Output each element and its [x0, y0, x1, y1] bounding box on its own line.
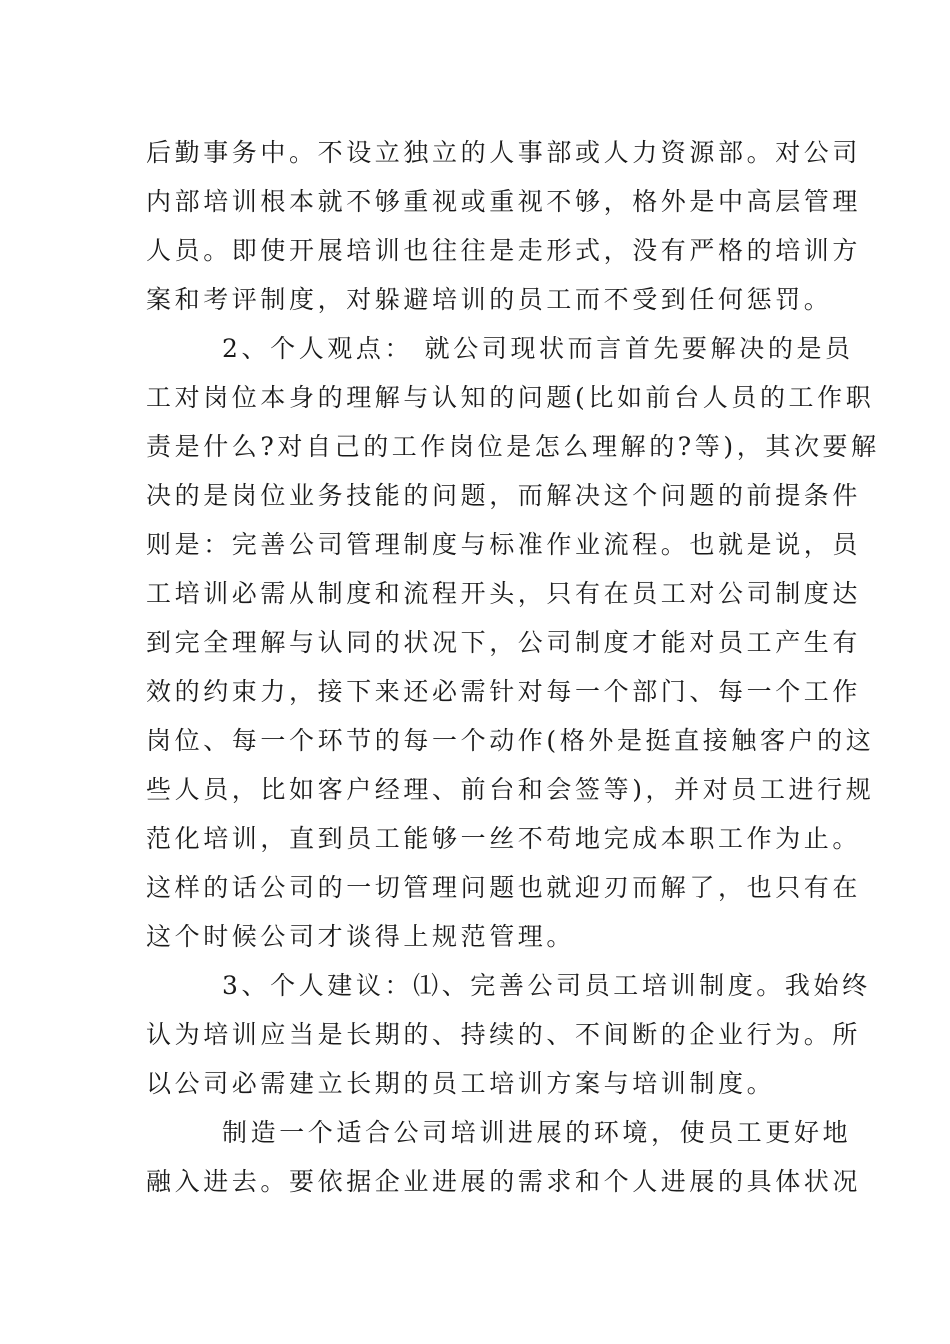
text-line: 融入进去。要依据企业进展的需求和个人进展的具体状况	[146, 1167, 862, 1196]
text-line: 决的是岗位业务技能的问题，而解决这个问题的前提条件	[146, 481, 862, 510]
text-line: 这样的话公司的一切管理问题也就迎刃而解了，也只有在	[146, 873, 862, 902]
text-line: 人员。即使开展培训也往往是走形式，没有严格的培训方	[146, 236, 862, 265]
text-line: 内部培训根本就不够重视或重视不够，格外是中高层管理	[146, 187, 862, 216]
paragraph-start-line: 2、个人观点： 就公司现状而言首先要解决的是员	[222, 334, 854, 363]
text-line: 以公司必需建立长期的员工培训方案与培训制度。	[146, 1069, 776, 1098]
text-line: 些人员，比如客户经理、前台和会签等)，并对员工进行规	[146, 775, 875, 804]
text-line: 这个时候公司才谈得上规范管理。	[146, 922, 576, 951]
text-line: 到完全理解与认同的状况下，公司制度才能对员工产生有	[146, 628, 862, 657]
text-line: 则是：完善公司管理制度与标准作业流程。也就是说，员	[146, 530, 862, 559]
paragraph-start-line: 3、个人建议：⑴、完善公司员工培训制度。我始终	[222, 971, 871, 1000]
text-line: 范化培训，直到员工能够一丝不苟地完成本职工作为止。	[146, 824, 862, 853]
text-line: 效的约束力，接下来还必需针对每一个部门、每一个工作	[146, 677, 862, 706]
text-line: 工对岗位本身的理解与认知的问题(比如前台人员的工作职	[146, 383, 875, 412]
text-line: 岗位、每一个环节的每一个动作(格外是挺直接触客户的这	[146, 726, 875, 755]
text-line: 案和考评制度，对躲避培训的员工而不受到任何惩罚。	[146, 285, 833, 314]
text-line: 工培训必需从制度和流程开头，只有在员工对公司制度达	[146, 579, 862, 608]
paragraph-start-line: 制造一个适合公司培训进展的环境，使员工更好地	[222, 1118, 852, 1147]
text-line: 认为培训应当是长期的、持续的、不间断的企业行为。所	[146, 1020, 862, 1049]
text-line: 责是什么?对自己的工作岗位是怎么理解的?等)，其次要解	[146, 432, 880, 461]
text-line: 后勤事务中。不设立独立的人事部或人力资源部。对公司	[146, 138, 862, 167]
body-text	[146, 128, 880, 1206]
